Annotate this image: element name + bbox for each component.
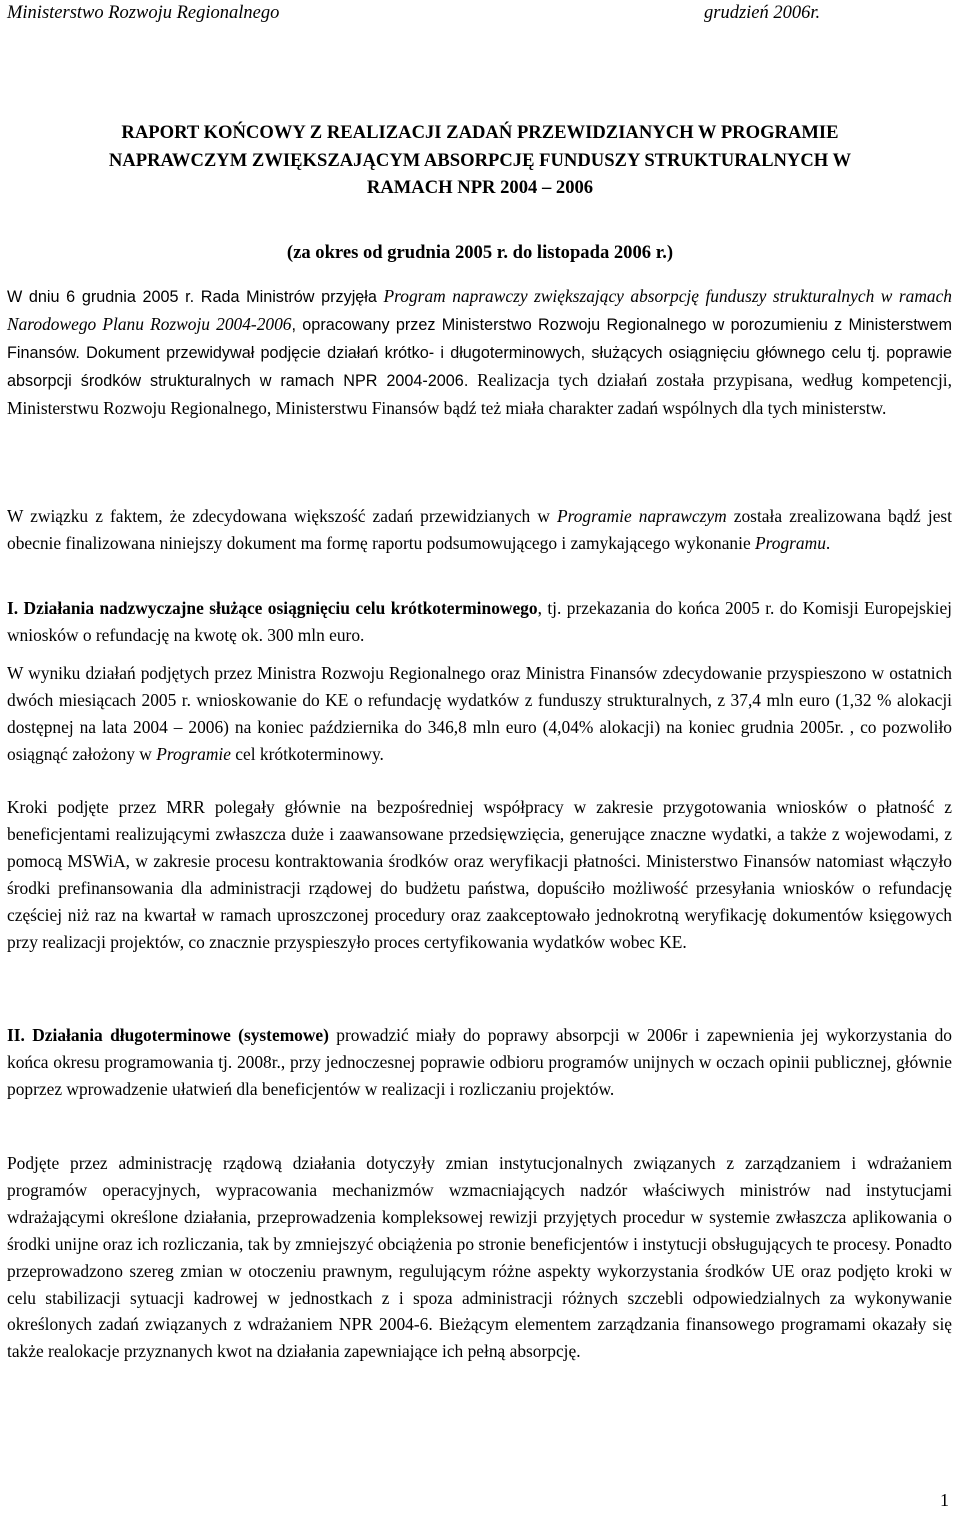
intro-paragraph bbox=[7, 283, 952, 422]
intro-text-4: Realizacja tych działań została przypisana, według kompetencji, Ministerstwu Rozwoju Regionalnego, Ministerstwu Finansów bądź też miała charakter zadań wspólnych dla tych ministerstw. bbox=[7, 369, 952, 418]
section-2-heading: II. Działania długoterminowe (systemowe) bbox=[7, 1025, 329, 1045]
header-date: grudzień 2006r. bbox=[704, 3, 821, 23]
section-1-intro: , tj. przekazania do końca 2005 r. do Komisji Europejskiej wniosków o refundację na kwotę ok. 300 mln euro. bbox=[7, 598, 952, 645]
p2-program-ref-2: Programu bbox=[755, 532, 826, 553]
section-1-paragraph-2 bbox=[7, 794, 952, 955]
title-line-2: NAPRAWCZYM ZWIĘKSZAJĄCYM ABSORPCJĘ FUNDUSZY STRUKTURALNYCH W bbox=[108, 149, 852, 171]
intro-program-title: Program naprawczy zwiększający absorpcję funduszy strukturalnych w ramach Narodowego Planu Rozwoju 2004-2006 bbox=[7, 286, 952, 334]
intro-text-1: W dniu 6 grudnia 2005 r. Rada Ministrów przyjęła bbox=[7, 288, 384, 306]
section-1-paragraph-1 bbox=[7, 660, 952, 768]
s1-p1-program-ref: Programie bbox=[156, 743, 231, 764]
p2-text-5: . bbox=[825, 532, 831, 553]
report-period: (za okres od grudnia 2005 r. do listopada 2006 r.) bbox=[286, 242, 674, 263]
section-2-intro: prowadzić miały do poprawy absorpcji w 2006r i zapewnienia jej wykorzystania do końca okresu programowania tj. 2008r., przy jednoczesnej poprawie odbioru programów unijnych w oczach opinii publicznej, głównie poprzez wprowadzenie ułatwień dla beneficjentów w realizacji i rozliczaniu projektów. bbox=[7, 1025, 952, 1099]
title-line-3: RAMACH NPR 2004 – 2006 bbox=[366, 177, 594, 198]
section-1-heading-paragraph bbox=[7, 595, 952, 649]
p2-program-ref: Programie naprawczym bbox=[556, 506, 727, 526]
page-number: 1 bbox=[940, 1490, 949, 1510]
s1-p2-text: Kroki podjęte przez MRR polegały głównie na bezpośredniej współpracy w zakresie przygotowania wniosków o płatność z beneficjentami realizującymi zwłaszcza duże i zaawansowane przedsięwzięcia, generujące znaczne wydatki, a także z wojewodami, z pomocą MSWiA, w zakresie procesu kontraktowania środków oraz weryfikacji płatności. Ministerstwo Finansów natomiast włączyło środki prefinansowania dla administracji rządowej do budżetu państwa, dopuściło możliwość przesyłania wniosków o refundację częściej niż raz na kwartał w ramach uproszczonej procedury oraz zaakceptowało jednokrotną weryfikację dokumentów księgowych przy realizacji projektów, co znacznie przyspieszyło proces certyfikowania wydatków wobec KE. bbox=[7, 797, 952, 952]
section-2-paragraph-1 bbox=[7, 1150, 952, 1365]
p2-text-1: W związku z faktem, że zdecydowana większość zadań przewidzianych w bbox=[7, 506, 557, 526]
title-line-1: RAPORT KOŃCOWY Z REALIZACJI ZADAŃ PRZEWIDZIANYCH W PROGRAMIE bbox=[121, 122, 839, 143]
s1-p1-text-c: cel krótkoterminowy. bbox=[230, 743, 384, 764]
s1-p1-text-a: W wyniku działań podjętych przez Ministra Rozwoju Regionalnego oraz Ministra Finansów zdecydowanie przyspieszono w ostatnich dwóch miesiącach 2005 r. wnioskowanie do KE o refundację wydatków z funduszy strukturalnych, z 37,4 mln euro (1,32 % alokacji dostępnej na lata 2004 – 2006) na koniec października do 346,8 mln euro (4,04% alokacji) na koniec grudnia 2005r. , co pozwoliło osiągnąć założony w bbox=[7, 663, 952, 764]
report-title bbox=[0, 119, 960, 202]
section-1-heading: I. Działania nadzwyczajne służące osiągnięciu celu krótkoterminowego bbox=[7, 598, 538, 618]
paragraph-2 bbox=[7, 503, 952, 557]
header-ministry: Ministerstwo Rozwoju Regionalnego bbox=[7, 3, 280, 23]
page-header bbox=[7, 0, 948, 30]
s2-p1-text: Podjęte przez administrację rządową działania dotyczyły zmian instytucjonalnych związanych z zarządzaniem i wdrażaniem programów operacyjnych, wypracowania mechanizmów wzmacniających nadzór właściwych ministrów nad instytucjami wdrażającymi określone działania, przeprowadzenia kompleksowej rewizji przyjętych procedur w systemie zwłaszcza aplikowania o środki unijne oraz ich rozliczania, tak by zmniejszyć obciążenia po stronie beneficjentów i instytucji obsługujących te procesy. Ponadto przeprowadzono szereg zmian w otoczeniu prawnym, regulującym różne aspekty wykorzystania środków UE oraz podjęto kroki w celu stabilizacji sytuacji kadrowej w jednostkach z i spoza administracji różnych szczebli odpowiedzialnych za wykonywanie określonych zadań związanych z wdrażaniem NPR 2004-6. Bieżącym elementem zarządzania finansowego programami okazały się także realokacje przyznanych kwot na działania zapewniające ich pełną absorpcję. bbox=[7, 1153, 952, 1362]
intro-text-3: , opracowany przez Ministerstwo Rozwoju Regionalnego w porozumieniu z Ministerstwem Finansów. Dokument przewidywał podjęcie działań krótko- i długoterminowych, służących osiągnięciu głównego celu tj. poprawie absorpcji środków strukturalnych w ramach NPR 2004-2006. bbox=[7, 315, 952, 390]
p2-text-3: została zrealizowana bądź jest obecnie finalizowana niniejszy dokument ma formę raportu podsumowującego i zamykającego wykonanie bbox=[7, 506, 953, 553]
section-2-heading-paragraph bbox=[7, 1022, 952, 1103]
